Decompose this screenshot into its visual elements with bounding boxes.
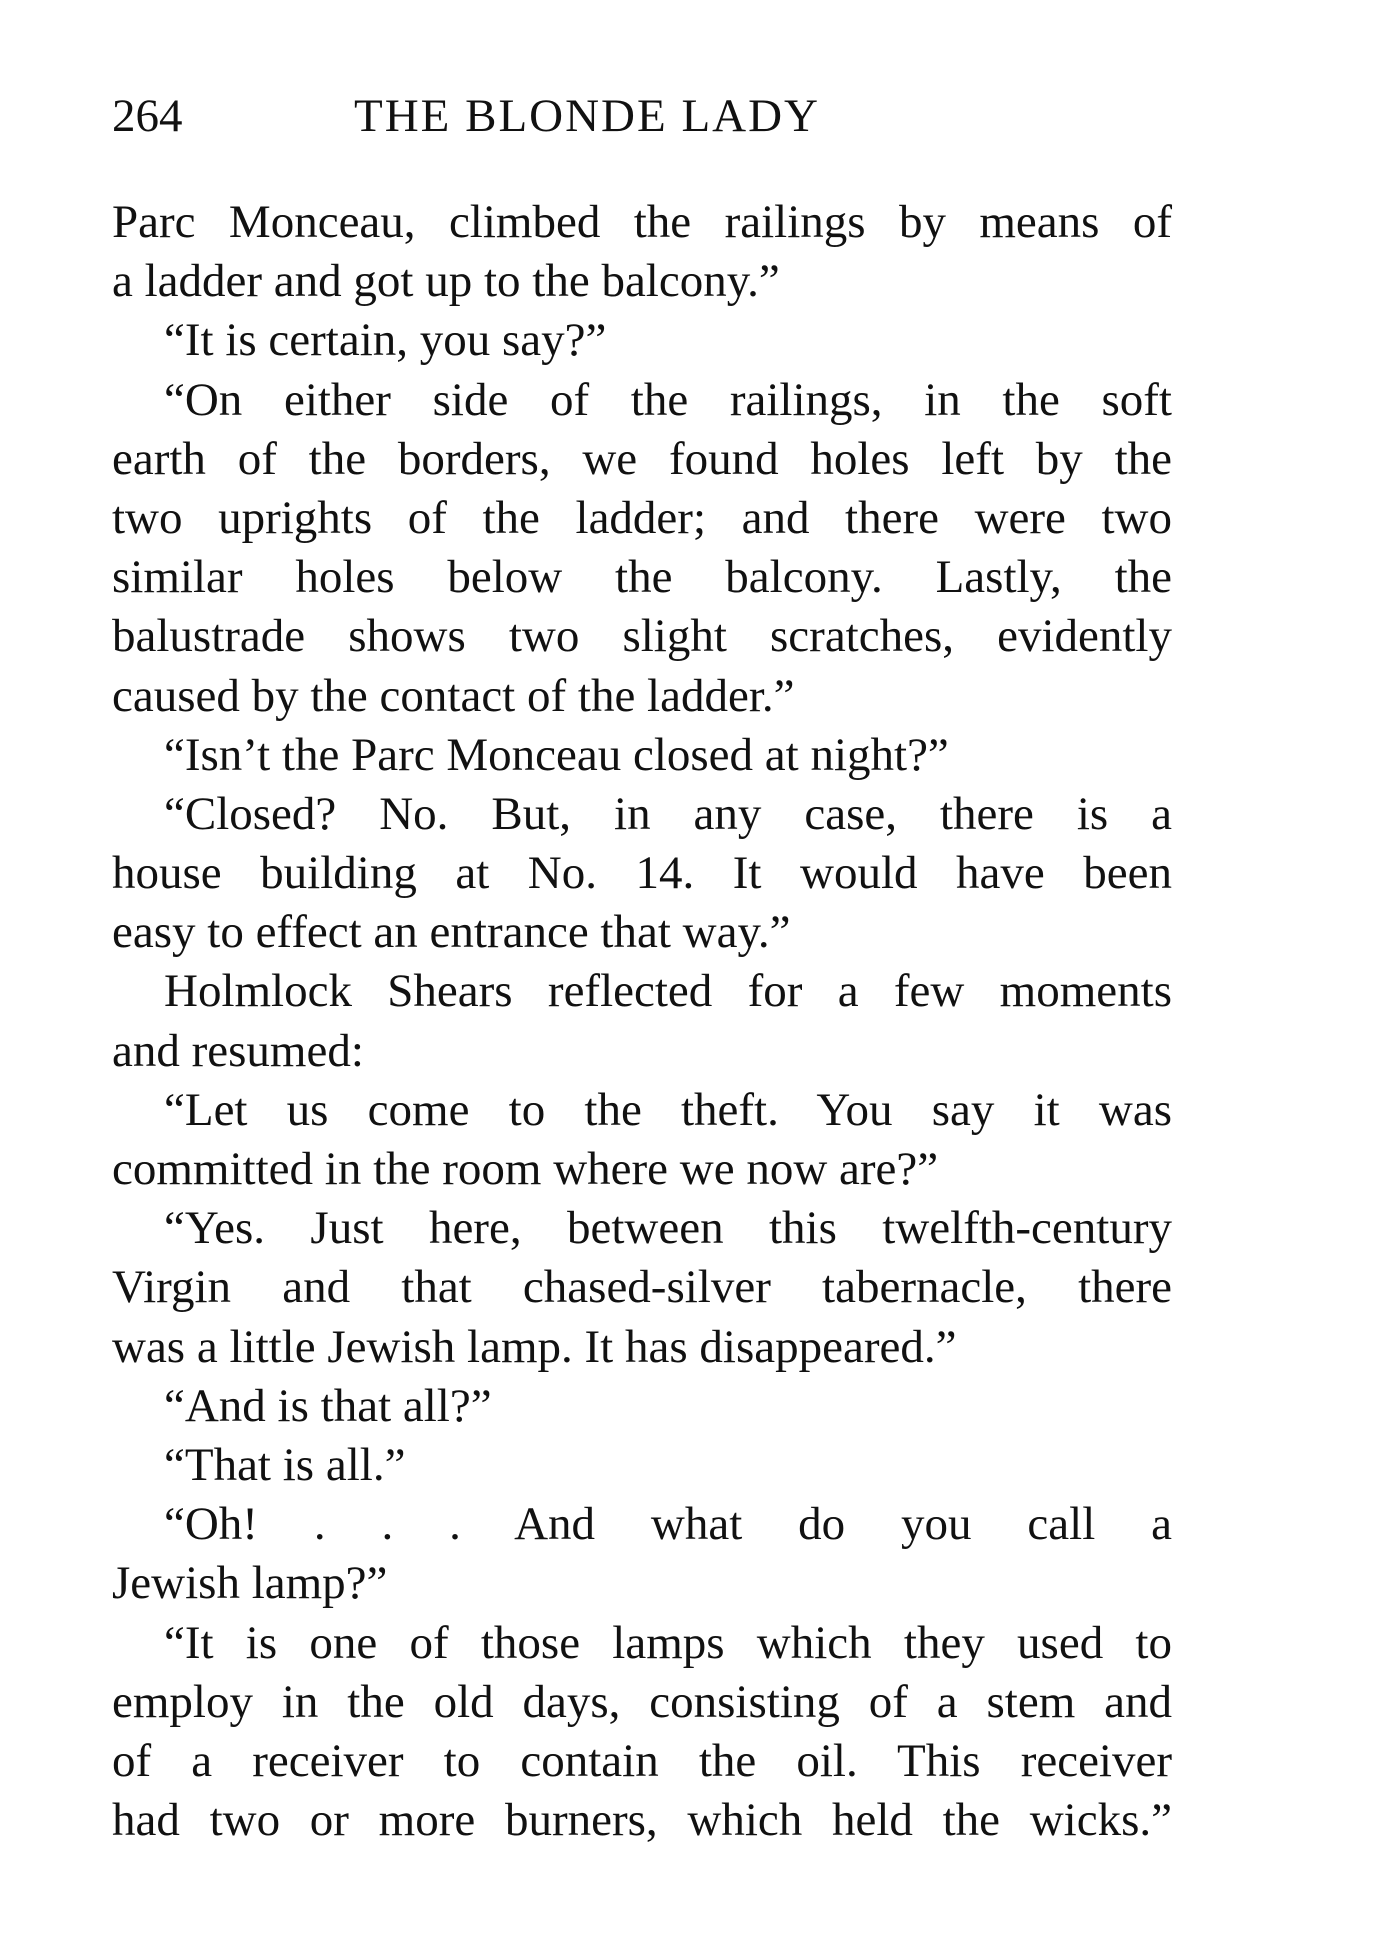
text-line: “Closed? No. But, in any case, there is a <box>164 787 1172 840</box>
page-number: 264 <box>112 90 183 142</box>
text-line: balustrade shows two slight scratches, evidently <box>112 610 1172 663</box>
body-text <box>112 193 1172 1850</box>
text-line: Virgin and that chased-silver tabernacle, there <box>112 1261 1172 1314</box>
text-line: of a receiver to contain the oil. This receiver <box>112 1734 1172 1787</box>
text-line: committed in the room where we now are?” <box>112 1143 939 1195</box>
page-header <box>112 86 1172 146</box>
text-line: “Isn’t the Parc Monceau closed at night?” <box>164 728 949 781</box>
text-line: Parc Monceau, climbed the railings by means of <box>112 196 1172 248</box>
text-line: “And is that all?” <box>164 1379 492 1432</box>
running-title: THE BLONDE LADY <box>354 90 820 142</box>
text-line: two uprights of the ladder; and there were two <box>112 491 1172 544</box>
text-line: “That is all.” <box>164 1438 406 1491</box>
text-line: employ in the old days, consisting of a stem and <box>112 1675 1172 1728</box>
text-line: house building at No. 14. It would have been <box>112 847 1172 900</box>
text-line: had two or more burners, which held the wicks.” <box>112 1794 1172 1847</box>
text-line: “It is one of those lamps which they used to <box>164 1616 1172 1669</box>
text-line: Jewish lamp?” <box>112 1557 388 1610</box>
text-line: “Oh! . . . And what do you call a <box>164 1498 1172 1551</box>
text-line: and resumed: <box>112 1024 364 1077</box>
text-line: “On either side of the railings, in the soft <box>164 373 1172 426</box>
text-line: similar holes below the balcony. Lastly, the <box>112 551 1172 604</box>
text-line: “Yes. Just here, between this twelfth-century <box>164 1202 1172 1255</box>
text-line: earth of the borders, we found holes left by the <box>112 432 1172 485</box>
text-line: “Let us come to the theft. You say it was <box>164 1083 1172 1136</box>
text-line: a ladder and got up to the balcony.” <box>112 255 780 308</box>
text-line: Holmlock Shears reflected for a few moments <box>164 965 1172 1018</box>
text-line: “It is certain, you say?” <box>164 314 607 367</box>
text-line: easy to effect an entrance that way.” <box>112 906 791 959</box>
text-line: caused by the contact of the ladder.” <box>112 669 795 722</box>
text-line: was a little Jewish lamp. It has disappeared.” <box>112 1320 957 1373</box>
